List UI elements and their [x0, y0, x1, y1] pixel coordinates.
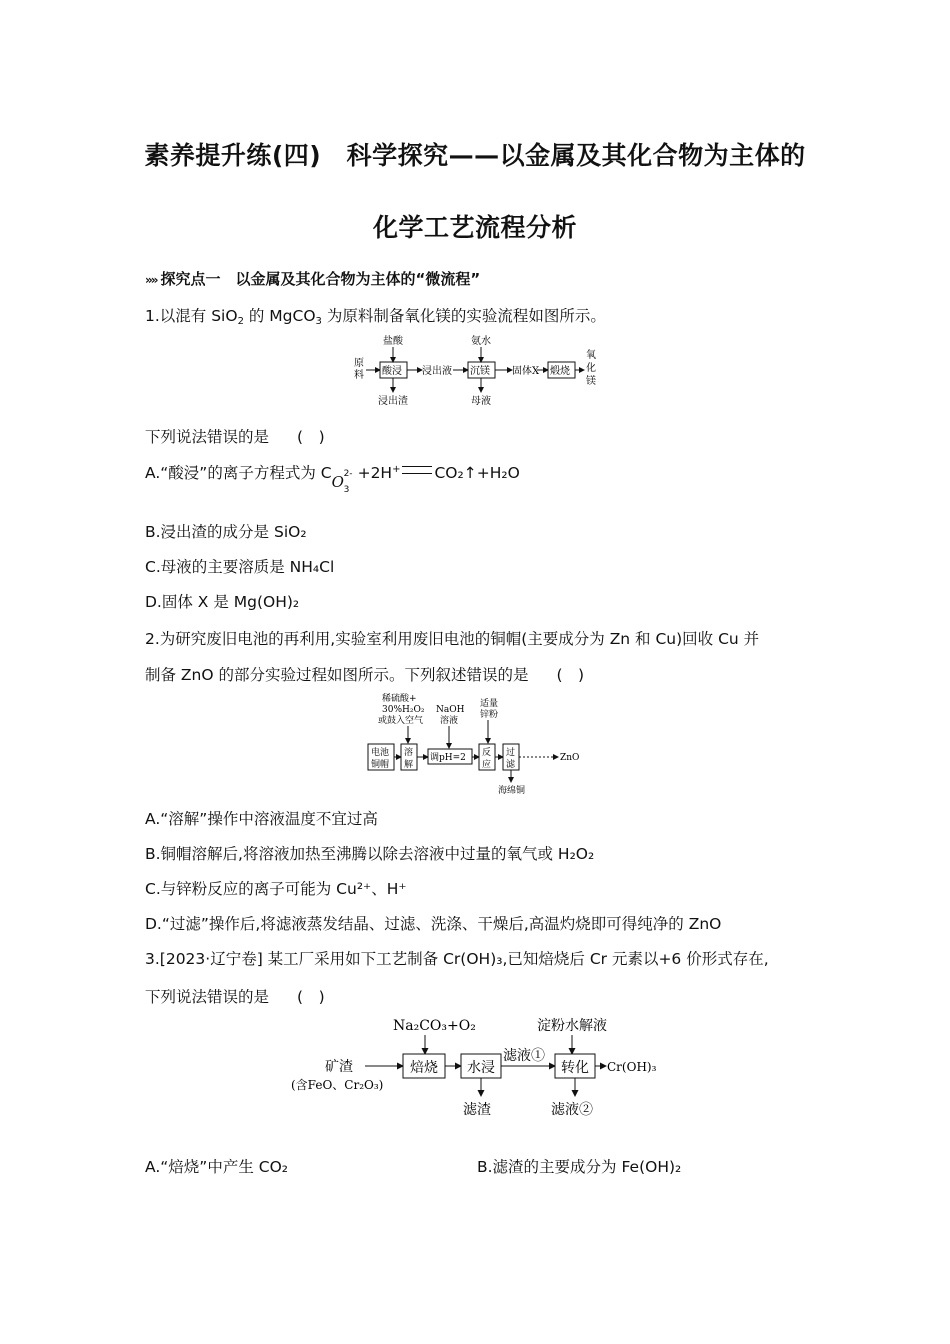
- q2-option-d[interactable]: D.“过滤”操作后,将滤液蒸发结晶、过滤、洗涤、干燥后,高温灼烧即可得纯净的 ZnO: [145, 915, 722, 933]
- q1-raw-label-1: 原: [354, 358, 364, 369]
- q2-filter-line2: 滤: [506, 760, 516, 770]
- q3-residue-label: 滤渣: [463, 1102, 491, 1118]
- q2-naoh-line1: NaOH: [436, 705, 465, 715]
- q3-starch-label: 淀粉水解液: [537, 1018, 607, 1034]
- q3-flow-diagram: [285, 1008, 670, 1126]
- q3-ore-note: (含FeO、Cr₂O₃): [291, 1078, 384, 1092]
- q2-cap-line2: 铜帽: [371, 760, 390, 770]
- q1-ammonia-label: 氨水: [471, 336, 491, 347]
- q2-ph-label: 调pH=2: [430, 753, 466, 763]
- q2-zno-label: ZnO: [560, 753, 580, 763]
- q2-react-line1: 反: [482, 748, 492, 758]
- q2-stem-line2: 制备 ZnO 的部分实验过程如图所示。下列叙述错误的是 ( ): [145, 663, 584, 685]
- q2-sponge-label: 海绵铜: [498, 786, 526, 796]
- q2-dissolve-line1: 溶: [404, 748, 414, 758]
- q2-option-b[interactable]: B.铜帽溶解后,将溶液加热至沸腾以除去溶液中过量的氧气或 H₂O₂: [145, 845, 595, 863]
- q1-option-b[interactable]: B.浸出渣的成分是 SiO₂: [145, 523, 307, 541]
- q3-filtrate2-label: 滤液②: [551, 1102, 593, 1118]
- q2-filter-line1: 过: [506, 748, 516, 758]
- q2-stem-line1: 2.为研究废旧电池的再利用,实验室利用废旧电池的铜帽(主要成分为 Zn 和 Cu)回收 Cu 并: [145, 630, 760, 648]
- q1-leach-label: 酸浸: [382, 366, 402, 377]
- q1-solidx-label: 固体X: [512, 366, 540, 377]
- q1-calcine-label: 煅烧: [550, 366, 570, 377]
- section-heading: [145, 268, 480, 289]
- q2-answer-paren[interactable]: ( ): [556, 666, 585, 684]
- q1-mother-label: 母液: [471, 396, 491, 407]
- q1-option-a[interactable]: A.“酸浸”的离子方程式为 C O 3 2- +2H+ CO₂↑+H₂O: [145, 464, 520, 495]
- q3-roast-label: 焙烧: [410, 1060, 438, 1076]
- q1-raw-label-2: 料: [354, 370, 364, 381]
- q3-water-label: 水浸: [467, 1060, 495, 1076]
- q3-convert-label: 转化: [561, 1060, 589, 1076]
- q1-residue-label: 浸出渣: [378, 396, 408, 407]
- q2-option-a[interactable]: A.“溶解”操作中溶液温度不宜过高: [145, 810, 378, 828]
- q3-filtrate1-label: 滤液①: [503, 1048, 545, 1064]
- q2-dissolve-line2: 解: [404, 760, 414, 770]
- q3-stem-line2: 下列说法错误的是 ( ): [145, 985, 325, 1007]
- q1-flow-diagram: [350, 332, 605, 410]
- q2-option-c[interactable]: C.与锌粉反应的离子可能为 Cu²⁺、H⁺: [145, 880, 407, 898]
- q3-option-b[interactable]: B.滤渣的主要成分为 Fe(OH)₂: [477, 1158, 682, 1176]
- q3-option-a[interactable]: A.“焙烧”中产生 CO₂: [145, 1158, 288, 1176]
- q3-product-label: Cr(OH)₃: [607, 1060, 657, 1074]
- q2-naoh-line2: 溶液: [440, 716, 459, 726]
- q2-reagent-line3: 或鼓入空气: [378, 716, 424, 726]
- q2-zn-line2: 锌粉: [480, 710, 499, 720]
- page-title-line1: 素养提升练(四) 科学探究——以金属及其化合物为主体的: [144, 141, 806, 170]
- q3-reagent-label: Na₂CO₃+O₂: [393, 1018, 476, 1034]
- q3-answer-paren[interactable]: ( ): [297, 988, 325, 1006]
- equals-sign-icon: [402, 466, 432, 474]
- q1-product-label-3: 镁: [586, 376, 596, 387]
- q1-product-label-2: 化: [586, 363, 596, 374]
- section-label: 探究点一 以金属及其化合物为主体的“微流程”: [160, 270, 481, 288]
- q1-option-c[interactable]: C.母液的主要溶质是 NH₄Cl: [145, 558, 335, 576]
- carbonate-o3: O 3 2-: [331, 469, 353, 495]
- q2-zn-line1: 适量: [480, 699, 499, 709]
- page-title-line2: 化学工艺流程分析: [372, 213, 577, 242]
- q1-stem: 1.以混有 SiO$_2$ 的 MgCO$_3$ 为原料制备氧化镁的实验流程如图所示。: [145, 307, 606, 327]
- q2-cap-line1: 电池: [371, 748, 390, 758]
- q1-ask: 下列说法错误的是 ( ): [145, 425, 325, 447]
- q3-stem-line1: 3.[2023·辽宁卷] 某工厂采用如下工艺制备 Cr(OH)₃,已知焙烧后 Cr 元素以+6 价形式存在,: [145, 950, 769, 968]
- q1-leachate-label: 浸出液: [422, 366, 452, 377]
- section-marker-icon: »»: [145, 273, 157, 287]
- q1-precip-label: 沉镁: [470, 366, 490, 377]
- q2-reagent-line2: 30%H₂O₂: [382, 705, 425, 715]
- q2-flow-diagram: [366, 690, 591, 796]
- q2-react-line2: 应: [482, 760, 492, 770]
- q1-option-d[interactable]: D.固体 X 是 Mg(OH)₂: [145, 593, 300, 611]
- q1-acid-label: 盐酸: [383, 336, 403, 347]
- q2-reagent-line1: 稀硫酸+: [382, 694, 417, 704]
- q1-product-label-1: 氧: [586, 350, 596, 361]
- q1-answer-paren[interactable]: ( ): [297, 428, 325, 446]
- q3-ore-label: 矿渣: [325, 1059, 353, 1075]
